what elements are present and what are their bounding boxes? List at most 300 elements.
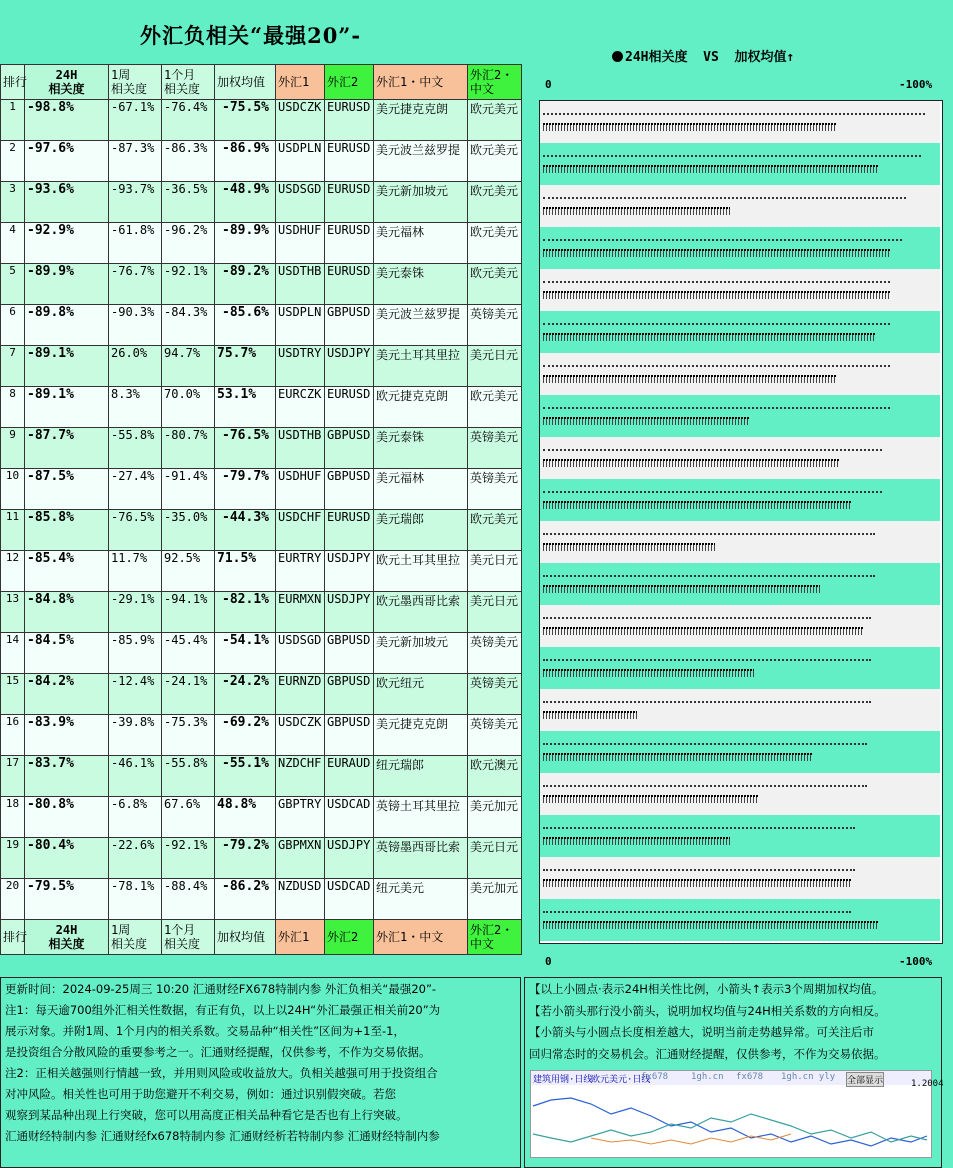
rank-cell: 1 — [1, 100, 25, 141]
header-fx2: 外汇2 — [325, 920, 374, 955]
fx1-cn-cell: 纽元美元 — [374, 879, 468, 920]
fx1-cn-cell: 美元捷克克朗 — [374, 715, 468, 756]
table-row — [1, 264, 522, 305]
h24-dot-bar — [543, 239, 902, 244]
h24-cell: -80.8% — [25, 797, 109, 838]
fx1-cell: NZDCHF — [276, 756, 325, 797]
mini-tag-2: 欧元美元·日线 — [591, 1075, 651, 1085]
h24-dot-bar — [543, 281, 890, 286]
chart-bar-row — [540, 731, 940, 773]
rank-cell: 18 — [1, 797, 25, 838]
fx1-cell: USDHUF — [276, 223, 325, 264]
fx1-cell: EURTRY — [276, 551, 325, 592]
notes-left-panel — [0, 977, 521, 1168]
fx2-cn-cell: 英镑美元 — [468, 633, 522, 674]
h24-cell: -93.6% — [25, 182, 109, 223]
header-week: 1周 相关度 — [109, 920, 162, 955]
header-month: 1个月 相关度 — [162, 920, 215, 955]
chart-bar-row — [540, 311, 940, 353]
h24-dot-bar — [543, 785, 867, 790]
note-line: 注2：正相关越强则行情越一致，并用则风险或收益放大。负相关越强可用于投资组合 — [5, 1066, 438, 1080]
note-line: 对冲风险。相关性也可用于助您避开不利交易，例如：通过识别假突破。若您 — [5, 1087, 396, 1101]
h24-cell: -92.9% — [25, 223, 109, 264]
rank-cell: 15 — [1, 674, 25, 715]
fx1-cell: GBPTRY — [276, 797, 325, 838]
fx1-cn-cell: 欧元土耳其里拉 — [374, 551, 468, 592]
fx1-cn-cell: 美元泰铢 — [374, 264, 468, 305]
avg-arrow-bar — [543, 585, 820, 593]
chart-bar-row — [540, 269, 940, 311]
avg-cell: -55.1% — [215, 756, 276, 797]
fx2-cn-cell: 英镑美元 — [468, 305, 522, 346]
chart-bar-row — [540, 437, 940, 479]
h24-cell: -85.4% — [25, 551, 109, 592]
month-cell: -86.3% — [162, 141, 215, 182]
avg-cell: -69.2% — [215, 715, 276, 756]
avg-arrow-bar — [543, 543, 715, 551]
fx2-cn-cell: 英镑美元 — [468, 715, 522, 756]
fx2-cell: GBPUSD — [325, 715, 374, 756]
h24-dot-bar — [543, 365, 890, 370]
mini-chart-lines — [531, 1086, 929, 1156]
week-cell: -87.3% — [109, 141, 162, 182]
fx2-cell: USDJPY — [325, 346, 374, 387]
rank-cell: 9 — [1, 428, 25, 469]
avg-cell: -89.9% — [215, 223, 276, 264]
h24-dot-bar — [543, 323, 890, 328]
rank-cell: 8 — [1, 387, 25, 428]
rank-cell: 10 — [1, 469, 25, 510]
avg-arrow-bar — [543, 417, 750, 425]
month-cell: 92.5% — [162, 551, 215, 592]
h24-cell: -89.1% — [25, 387, 109, 428]
fx2-cell: USDCAD — [325, 879, 374, 920]
avg-arrow-bar — [543, 879, 851, 887]
month-cell: -94.1% — [162, 592, 215, 633]
week-cell: -93.7% — [109, 182, 162, 223]
avg-arrow-bar — [543, 333, 875, 341]
month-cell: 67.6% — [162, 797, 215, 838]
week-cell: -76.5% — [109, 510, 162, 551]
header-fx2: 外汇2 — [325, 65, 374, 100]
fx1-cn-cell: 美元捷克克朗 — [374, 100, 468, 141]
rank-cell: 7 — [1, 346, 25, 387]
fx1-cell: USDHUF — [276, 469, 325, 510]
h24-cell: -83.9% — [25, 715, 109, 756]
avg-cell: 75.7% — [215, 346, 276, 387]
week-cell: -27.4% — [109, 469, 162, 510]
week-cell: -67.1% — [109, 100, 162, 141]
h24-cell: -98.8% — [25, 100, 109, 141]
fx2-cn-cell: 欧元澳元 — [468, 756, 522, 797]
mini-show-all-button[interactable]: 全部显示 — [846, 1072, 884, 1087]
month-cell: -55.8% — [162, 756, 215, 797]
fx2-cn-cell: 美元加元 — [468, 797, 522, 838]
week-cell: 8.3% — [109, 387, 162, 428]
fx2-cell: EURUSD — [325, 182, 374, 223]
fx1-cn-cell: 美元福林 — [374, 469, 468, 510]
month-cell: -45.4% — [162, 633, 215, 674]
avg-arrow-bar — [543, 837, 730, 845]
fx1-cn-cell: 欧元捷克克朗 — [374, 387, 468, 428]
week-cell: -90.3% — [109, 305, 162, 346]
h24-dot-bar — [543, 743, 867, 748]
h24-dot-bar — [543, 491, 882, 496]
fx1-cell: USDSGD — [276, 182, 325, 223]
fx2-cn-cell: 英镑美元 — [468, 469, 522, 510]
table-row — [1, 633, 522, 674]
fx2-cn-cell: 欧元美元 — [468, 264, 522, 305]
h24-cell: -89.9% — [25, 264, 109, 305]
chart-subtitle-text: 24H相关度 VS 加权均值↑ — [625, 50, 795, 65]
avg-cell: -86.9% — [215, 141, 276, 182]
table-row — [1, 387, 522, 428]
fx1-cell: USDTHB — [276, 428, 325, 469]
chart-bar-row — [540, 143, 940, 185]
chart-bar-row — [540, 605, 940, 647]
h24-dot-bar — [543, 827, 855, 832]
fx1-cell: USDCZK — [276, 100, 325, 141]
rank-cell: 5 — [1, 264, 25, 305]
fx2-cell: USDCAD — [325, 797, 374, 838]
header-rank: 排行 — [1, 920, 25, 955]
fx2-cell: USDJPY — [325, 838, 374, 879]
mini-price-chart — [530, 1070, 944, 1158]
fx2-cell: GBPUSD — [325, 633, 374, 674]
fx2-cn-cell: 美元加元 — [468, 879, 522, 920]
table-row — [1, 428, 522, 469]
h24-dot-bar — [543, 407, 890, 412]
fx2-cn-cell: 美元日元 — [468, 551, 522, 592]
fx1-cn-cell: 美元泰铢 — [374, 428, 468, 469]
fx1-cell: NZDUSD — [276, 879, 325, 920]
fx1-cn-cell: 美元新加坡元 — [374, 633, 468, 674]
note-line: 更新时间：2024-09-25周三 10:20 汇通财经FX678特制内参 外汇负相关“最强20”- — [5, 982, 437, 996]
fx2-cn-cell: 欧元美元 — [468, 387, 522, 428]
note-line: 【小箭头与小圆点长度相差越大，说明当前走势越异常。可关注后市 — [529, 1025, 874, 1039]
table-row — [1, 551, 522, 592]
fx1-cn-cell: 英镑墨西哥比索 — [374, 838, 468, 879]
rank-cell: 14 — [1, 633, 25, 674]
fx1-cell: GBPMXN — [276, 838, 325, 879]
fx1-cn-cell: 美元瑞郎 — [374, 510, 468, 551]
header-fx1-cn: 外汇1・中文 — [374, 920, 468, 955]
rank-cell: 20 — [1, 879, 25, 920]
fx2-cell: GBPUSD — [325, 469, 374, 510]
dot-icon — [612, 51, 623, 62]
avg-cell: -82.1% — [215, 592, 276, 633]
rank-cell: 12 — [1, 551, 25, 592]
fx2-cell: USDJPY — [325, 551, 374, 592]
fx2-cn-cell: 欧元美元 — [468, 223, 522, 264]
header-rank: 排行 — [1, 65, 25, 100]
correlation-table — [0, 64, 522, 955]
fx2-cn-cell: 英镑美元 — [468, 428, 522, 469]
h24-dot-bar — [543, 575, 875, 580]
note-line: 汇通财经特制内参 汇通财经fx678特制内参 汇通财经析若特制内参 汇通财经特制内参 — [5, 1129, 440, 1143]
fx1-cn-cell: 美元土耳其里拉 — [374, 346, 468, 387]
header-fx1-cn: 外汇1・中文 — [374, 65, 468, 100]
table-footer — [1, 920, 522, 955]
week-cell: -46.1% — [109, 756, 162, 797]
header-24h: 24H 相关度 — [25, 65, 109, 100]
table-row — [1, 879, 522, 920]
month-cell: -96.2% — [162, 223, 215, 264]
month-cell: -84.3% — [162, 305, 215, 346]
h24-dot-bar — [543, 197, 906, 202]
fx1-cell: USDSGD — [276, 633, 325, 674]
fx1-cn-cell: 美元新加坡元 — [374, 182, 468, 223]
mini-watermark-4: 1gh.cn yly — [781, 1072, 836, 1082]
fx2-cn-cell: 英镑美元 — [468, 674, 522, 715]
header-fx1: 外汇1 — [276, 920, 325, 955]
fx1-cn-cell: 美元福林 — [374, 223, 468, 264]
avg-cell: -86.2% — [215, 879, 276, 920]
header-24h: 24H 相关度 — [25, 920, 109, 955]
table-header — [1, 65, 522, 100]
avg-cell: -85.6% — [215, 305, 276, 346]
chart-bar-row — [540, 479, 940, 521]
h24-dot-bar — [543, 533, 875, 538]
rank-cell: 6 — [1, 305, 25, 346]
h24-cell: -80.4% — [25, 838, 109, 879]
mini-watermark-2: 1gh.cn — [691, 1072, 724, 1082]
fx1-cn-cell: 纽元瑞郎 — [374, 756, 468, 797]
avg-arrow-bar — [543, 795, 758, 803]
rank-cell: 13 — [1, 592, 25, 633]
chart-bar-row — [540, 101, 940, 143]
chart-bar-row — [540, 647, 940, 689]
fx2-cn-cell: 欧元美元 — [468, 510, 522, 551]
note-line: 展示对象。并附1周、1个月内的相关系数。交易品种“相关性”区间为+1至-1， — [5, 1024, 405, 1038]
avg-arrow-bar — [543, 627, 863, 635]
avg-cell: -54.1% — [215, 633, 276, 674]
table-row — [1, 100, 522, 141]
note-line: 观察到某品种出现上行突破，您可以用高度正相关品种看它是否也有上行突破。 — [5, 1108, 408, 1122]
scale-left-bottom: 0 — [545, 955, 552, 968]
avg-arrow-bar — [543, 921, 878, 929]
note-line: 【若小箭头那行没小箭头，说明加权均值与24H相关系数的方向相反。 — [529, 1003, 886, 1018]
fx2-cn-cell: 欧元美元 — [468, 100, 522, 141]
h24-cell: -87.7% — [25, 428, 109, 469]
week-cell: 26.0% — [109, 346, 162, 387]
rank-cell: 11 — [1, 510, 25, 551]
avg-arrow-bar — [543, 375, 836, 383]
note-line: 【以上小圆点·表示24H相关性比例，小箭头↑表示3个周期加权均值。 — [529, 982, 884, 996]
fx1-cell: USDPLN — [276, 141, 325, 182]
fx1-cn-cell: 欧元墨西哥比索 — [374, 592, 468, 633]
fx1-cell: EURCZK — [276, 387, 325, 428]
fx1-cell: USDTRY — [276, 346, 325, 387]
page-title: 外汇负相关“最强20”- — [140, 23, 362, 48]
fx2-cell: GBPUSD — [325, 428, 374, 469]
avg-cell: 48.8% — [215, 797, 276, 838]
scale-left-top: 0 — [545, 78, 552, 91]
month-cell: -76.4% — [162, 100, 215, 141]
week-cell: -29.1% — [109, 592, 162, 633]
month-cell: -92.1% — [162, 838, 215, 879]
fx2-cell: EURAUD — [325, 756, 374, 797]
avg-arrow-bar — [543, 291, 890, 299]
week-cell: -78.1% — [109, 879, 162, 920]
table-row — [1, 182, 522, 223]
h24-cell: -85.8% — [25, 510, 109, 551]
mini-watermark-1: fx678 — [641, 1072, 669, 1082]
avg-arrow-bar — [543, 123, 836, 131]
month-cell: -24.1% — [162, 674, 215, 715]
avg-cell: -76.5% — [215, 428, 276, 469]
fx2-cell: EURUSD — [325, 387, 374, 428]
fx2-cn-cell: 美元日元 — [468, 592, 522, 633]
week-cell: -76.7% — [109, 264, 162, 305]
chart-subtitle — [612, 46, 794, 65]
table-row — [1, 141, 522, 182]
fx1-cn-cell: 美元波兰兹罗提 — [374, 141, 468, 182]
fx2-cell: GBPUSD — [325, 305, 374, 346]
week-cell: -61.8% — [109, 223, 162, 264]
chart-bar-row — [540, 563, 940, 605]
h24-dot-bar — [543, 869, 855, 874]
chart-bar-row — [540, 521, 940, 563]
fx1-cell: EURMXN — [276, 592, 325, 633]
h24-dot-bar — [543, 113, 925, 118]
scale-right-top: -100% — [899, 78, 933, 91]
fx2-cell: EURUSD — [325, 141, 374, 182]
fx2-cell: EURUSD — [325, 264, 374, 305]
avg-arrow-bar — [543, 753, 812, 761]
header-fx2-cn: 外汇2・ 中文 — [468, 65, 522, 100]
mini-price-label: 1.2004 — [911, 1079, 944, 1089]
header-month: 1个月 相关度 — [162, 65, 215, 100]
mini-watermark-3: fx678 — [736, 1072, 764, 1082]
avg-arrow-bar — [543, 459, 839, 467]
header-avg: 加权均值 — [215, 920, 276, 955]
week-cell: -85.9% — [109, 633, 162, 674]
rank-cell: 2 — [1, 141, 25, 182]
table-row — [1, 305, 522, 346]
chart-bar-row — [540, 773, 940, 815]
fx1-cell: USDCZK — [276, 715, 325, 756]
chart-bar-row — [540, 395, 940, 437]
correlation-bar-chart — [539, 100, 943, 944]
avg-cell: -48.9% — [215, 182, 276, 223]
h24-cell: -83.7% — [25, 756, 109, 797]
month-cell: -35.0% — [162, 510, 215, 551]
fx2-cn-cell: 欧元美元 — [468, 182, 522, 223]
table-row — [1, 346, 522, 387]
fx1-cn-cell: 美元波兰兹罗提 — [374, 305, 468, 346]
avg-arrow-bar — [543, 501, 851, 509]
fx1-cn-cell: 英镑土耳其里拉 — [374, 797, 468, 838]
chart-bar-row — [540, 857, 940, 899]
mini-tag-1: 建筑用钢·日线 — [533, 1075, 593, 1085]
fx2-cell: EURUSD — [325, 510, 374, 551]
h24-dot-bar — [543, 911, 851, 916]
chart-bar-row — [540, 353, 940, 395]
h24-dot-bar — [543, 701, 871, 706]
fx2-cell: EURUSD — [325, 100, 374, 141]
fx1-cell: USDTHB — [276, 264, 325, 305]
header-avg: 加权均值 — [215, 65, 276, 100]
avg-arrow-bar — [543, 669, 754, 677]
table-row — [1, 592, 522, 633]
header-week: 1周 相关度 — [109, 65, 162, 100]
week-cell: 11.7% — [109, 551, 162, 592]
table-row — [1, 469, 522, 510]
h24-cell: -84.2% — [25, 674, 109, 715]
avg-cell: -24.2% — [215, 674, 276, 715]
fx1-cell: USDCHF — [276, 510, 325, 551]
month-cell: 94.7% — [162, 346, 215, 387]
avg-arrow-bar — [543, 165, 878, 173]
month-cell: -80.7% — [162, 428, 215, 469]
h24-cell: -87.5% — [25, 469, 109, 510]
month-cell: -92.1% — [162, 264, 215, 305]
week-cell: -12.4% — [109, 674, 162, 715]
avg-arrow-bar — [543, 711, 637, 719]
h24-dot-bar — [543, 449, 882, 454]
h24-cell: -97.6% — [25, 141, 109, 182]
h24-cell: -89.1% — [25, 346, 109, 387]
h24-cell: -84.8% — [25, 592, 109, 633]
rank-cell: 4 — [1, 223, 25, 264]
table-row — [1, 715, 522, 756]
fx2-cn-cell: 欧元美元 — [468, 141, 522, 182]
fx2-cell: USDJPY — [325, 592, 374, 633]
avg-arrow-bar — [543, 207, 730, 215]
month-cell: -36.5% — [162, 182, 215, 223]
week-cell: -55.8% — [109, 428, 162, 469]
fx1-cn-cell: 欧元纽元 — [374, 674, 468, 715]
month-cell: -88.4% — [162, 879, 215, 920]
fx2-cell: GBPUSD — [325, 674, 374, 715]
header-fx1: 外汇1 — [276, 65, 325, 100]
chart-bar-row — [540, 185, 940, 227]
month-cell: -75.3% — [162, 715, 215, 756]
avg-cell: -79.7% — [215, 469, 276, 510]
table-row — [1, 797, 522, 838]
chart-bar-row — [540, 899, 940, 941]
avg-cell: 53.1% — [215, 387, 276, 428]
h24-dot-bar — [543, 617, 871, 622]
avg-cell: -89.2% — [215, 264, 276, 305]
mini-chart-toolbar — [531, 1071, 944, 1089]
header-fx2-cn: 外汇2・ 中文 — [468, 920, 522, 955]
h24-cell: -84.5% — [25, 633, 109, 674]
avg-cell: -75.5% — [215, 100, 276, 141]
h24-cell: -79.5% — [25, 879, 109, 920]
chart-bar-row — [540, 689, 940, 731]
table-row — [1, 223, 522, 264]
fx2-cn-cell: 美元日元 — [468, 346, 522, 387]
avg-cell: 71.5% — [215, 551, 276, 592]
table-row — [1, 674, 522, 715]
week-cell: -6.8% — [109, 797, 162, 838]
fx1-cell: EURNZD — [276, 674, 325, 715]
note-line: 注1：每天逾700组外汇相关性数据，有正有负，以上以24H“外汇最强正相关前20”为 — [5, 1003, 441, 1017]
fx2-cn-cell: 美元日元 — [468, 838, 522, 879]
week-cell: -22.6% — [109, 838, 162, 879]
fx1-cell: USDPLN — [276, 305, 325, 346]
rank-cell: 16 — [1, 715, 25, 756]
week-cell: -39.8% — [109, 715, 162, 756]
rank-cell: 3 — [1, 182, 25, 223]
h24-dot-bar — [543, 155, 921, 160]
table-row — [1, 756, 522, 797]
table-row — [1, 510, 522, 551]
avg-cell: -79.2% — [215, 838, 276, 879]
table-row — [1, 838, 522, 879]
